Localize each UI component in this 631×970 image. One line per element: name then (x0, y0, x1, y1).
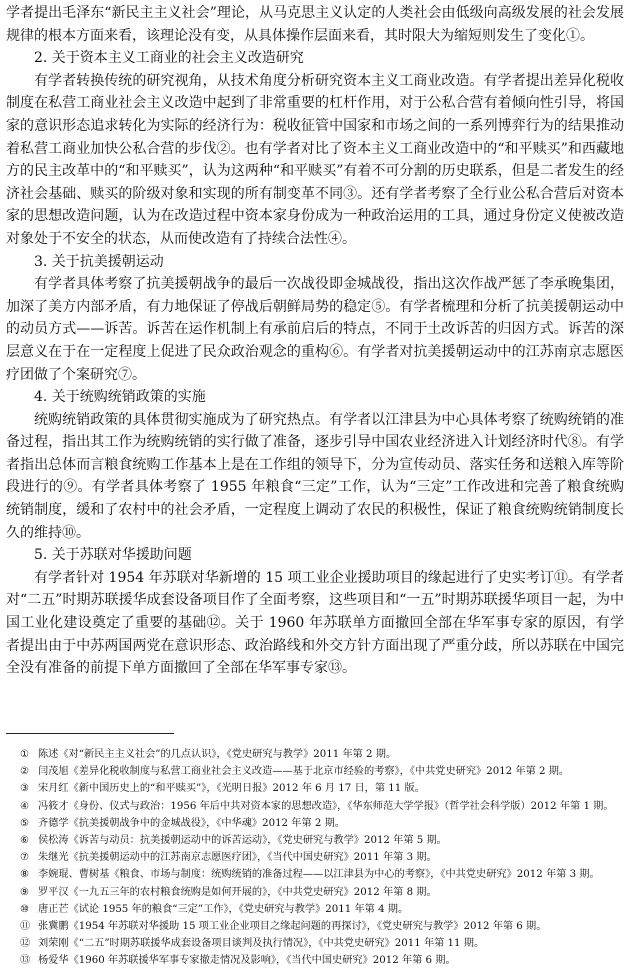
paragraph-grain-policy: 统购统销政策的具体贯彻实施成为了研究热点。有学者以江津县为中心具体考察了统购统销的准备过程，指出其工作为统购统销的实行做了准备，逐步引导中国农业经济进入计划经济时代⑧。有学者指出总体而言粮食统购工作基本上是在工作组的领导下，分为宣传动员、落实任务和送粮入库等阶段进行的⑨。有学者具体考察了 1955 年粮食“三定”工作，认为“三定”工作改进和完善了粮食统购统销制度，缓和了农村中的社会矛盾，一定程度上调动了农民的积极性，保证了粮食统购统销制度长久的维持⑩。 (6, 411, 624, 541)
footnote (6, 866, 624, 883)
footnote (6, 918, 624, 935)
footnote-text: 闫茂旭《差异化税收制度与私营工商业社会主义改造——基于北京市经验的考察》，《中共党史研究》2012 年第 2 期。 (38, 766, 570, 778)
footnote (6, 935, 624, 952)
footnote (6, 780, 624, 797)
footnote-text: 杨爱华《1960 年苏联援华军事专家撤走情况及影响》，《当代中国史研究》2012 年第 6 期。 (38, 955, 456, 967)
footnote (6, 832, 624, 849)
intro-paragraph: 学者提出毛泽东“新民主主义社会”理论，从马克思主义认定的人类社会由低级向高级发展的社会发展规律的根本方面来看，该理论没有变，从具体操作层面来看，其时限大为缩短则发生了变化①。 (6, 5, 624, 44)
section-heading-korean-war: 3. 关于抗美援朝运动 (34, 253, 164, 270)
paragraph-soviet-aid: 有学者针对 1954 年苏联对华新增的 15 项工业企业援助项目的缘起进行了史实考订⑪。有学者对“二五”时期苏联援华成套设备项目作了全面考察，这些项目和“一五”时期苏联援华项目一起，为中国工业化建设奠定了重要的基础⑫。关于 1960 年苏联单方面撤回全部在华军事专家的原因，有学者提出由于中苏两国两党在意识形态、政治路线和外交方针方面出现了严重分歧，所以苏联在中国完全没有准备的前提下单方面撤回了全部在华军事专家⑬。 (6, 569, 624, 677)
footnote-number: ⑫ (20, 938, 31, 950)
footnote (6, 884, 624, 901)
paragraph-capitalist-reform: 有学者转换传统的研究视角，从技术角度分析研究资本主义工商业改造。有学者提出差异化税收制度在私营工商业社会主义改造中起到了非常重要的杠杆作用，对于公私合营有着倾向性引导，将国家的意识形态追求转化为实际的经济行为：税收征管中国家和市场之间的一系列博弈行为的结果推动着私营工商业加快公私合营的步伐②。也有学者对比了资本主义工商业改造中的“和平赎买”和西藏地方的民主改革中的“和平赎买”，认为这两种“和平赎买”有着不可分割的历史联系，但是二者发生的经济社会基础、赎买的阶级对象和实现的所有制变革不同③。还有学者考察了全行业公私合营后对资本家的思想改造问题，认为在改造过程中资本家身份成为一种政治运用的工具，通过身份定义使被改造对象处于不安全的状态，从而使改造有了持续合法性④。 (6, 72, 624, 247)
footnote-text: 陈述《对“新民主主义社会”的几点认识》，《党史研究与教学》2011 年第 2 期。 (38, 749, 397, 760)
footnote-number: ② (20, 766, 30, 778)
footnote-number: ⑧ (20, 869, 30, 881)
footnote-text: 张冀鹏《1954 年苏联对华援助 15 项工业企业项目之缘起问题的再探讨》，《党史研究与教学》2012 年第 6 期。 (38, 921, 547, 933)
footnotes (6, 746, 624, 970)
footnote (6, 798, 624, 815)
footnote-text: 朱继光《抗美援朝运动中的江苏南京志愿医疗团》，《当代中国史研究》2011 年第 3 期。 (38, 852, 437, 864)
footnote-text: 侯松涛《诉苦与动员：抗美援朝运动中的诉苦运动》，《党史研究与教学》2012 年第 5 期。 (38, 835, 447, 847)
footnote (6, 952, 624, 969)
paragraph-korean-war: 有学者具体考察了抗美援朝战争的最后一次战役即金城战役，指出这次作战严惩了李承晚集团，加深了美方内部矛盾，有力地保证了停战后朝鲜局势的稳定⑤。有学者梳理和分析了抗美援朝运动中的动员方式——诉苦。诉苦在运作机制上有承前启后的特点，不同于土改诉苦的归因方式。诉苦的深层意义在于在一定程度上促进了民众政治观念的重构⑥。有学者对抗美援朝运动中的江苏南京志愿医疗团做了个案研究⑦。 (6, 276, 624, 383)
footnote (6, 746, 624, 763)
footnote-number: ⑨ (20, 886, 30, 898)
footnote-text: 李婉琨、曹树基《粮食、市场与制度：统购统销的准备过程——以江津县为中心的考察》，《中共党史研究》2012 年第 3 期。 (38, 869, 600, 881)
footnote-text: 罗平汉《一九五三年的农村粮食统购是如何开展的》，《中共党史研究》2012 年第 8 期。 (38, 886, 437, 898)
footnote-number: ③ (20, 783, 30, 795)
footnote-number: ⑥ (20, 835, 30, 847)
footnote-number: ④ (20, 800, 30, 812)
footnote-text: 冯筱才《身份、仪式与政治：1956 年后中共对资本家的思想改造》，《华东师范大学学报》（哲学社会科学版）2012 年第 1 期。 (38, 800, 614, 812)
footnote-text: 唐正芒《试论 1955 年的粮食“三定”工作》，《党史研究与教学》2011 年第 4 期。 (38, 903, 409, 915)
section-heading-grain-policy: 4. 关于统购统销政策的实施 (34, 389, 206, 406)
footnote (6, 849, 624, 866)
footnote-divider (6, 733, 174, 734)
footnote-number: ⑬ (20, 955, 31, 967)
footnote-number: ⑤ (20, 817, 30, 829)
footnote-number: ⑩ (20, 903, 30, 915)
footnote (6, 815, 624, 832)
footnote-text: 齐德学《抗美援朝战争中的金城战役》，《中华魂》2012 年第 2 期。 (38, 817, 345, 829)
footnote (6, 763, 624, 780)
footnote-text: 刘荣刚《“二五”时期苏联援华成套设备项目谈判及执行情况》，《中共党史研究》2011 年第 11 期。 (38, 938, 485, 950)
footnote-text: 宋月红《新中国历史上的“和平赎买”》，《光明日报》2012 年 6 月 17 日，第 11 版。 (38, 783, 425, 795)
section-heading-soviet-aid: 5. 关于苏联对华援助问题 (34, 547, 192, 564)
section-heading-capitalist-reform: 2. 关于资本主义工商业的社会主义改造研究 (34, 50, 304, 67)
footnote-number: ① (20, 749, 30, 760)
footnote-number: ⑦ (20, 852, 30, 864)
footnote-number: ⑪ (20, 921, 31, 933)
footnote (6, 901, 624, 918)
